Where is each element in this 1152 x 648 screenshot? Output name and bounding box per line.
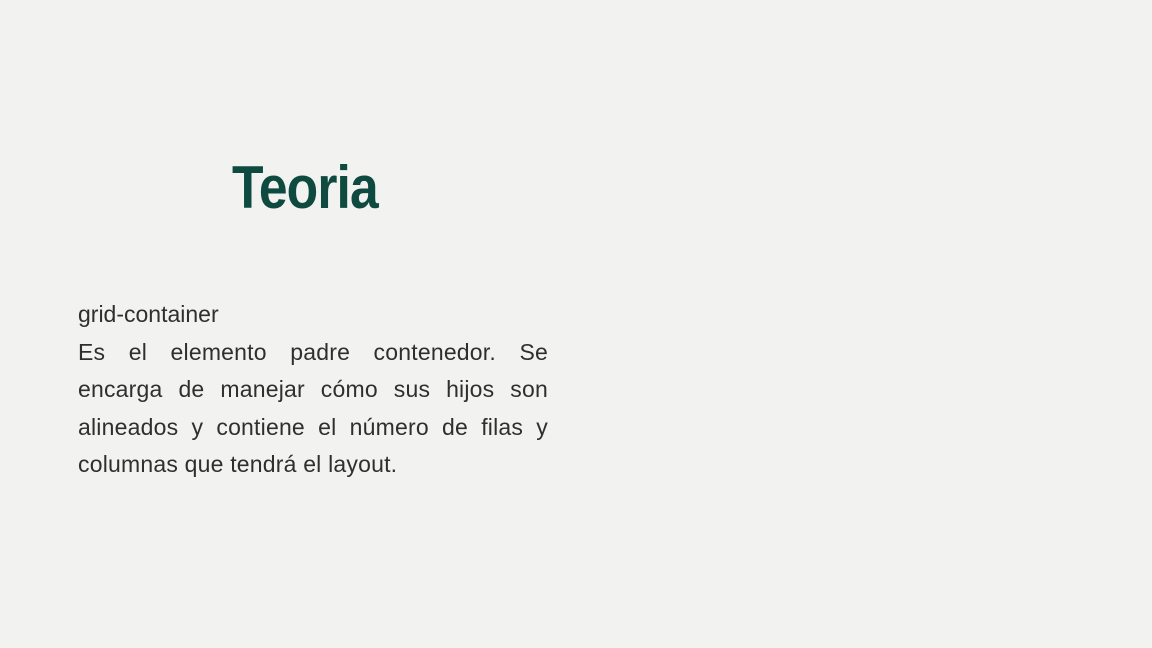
term-description: Es el elemento padre contenedor. Se encarga de manejar cómo sus hijos son alineados y contiene el número de filas y columnas que tendrá el layout. [78,338,548,477]
slide-title: Teoria [232,154,378,221]
content-block [78,296,548,484]
term-label: grid-container [78,301,219,327]
